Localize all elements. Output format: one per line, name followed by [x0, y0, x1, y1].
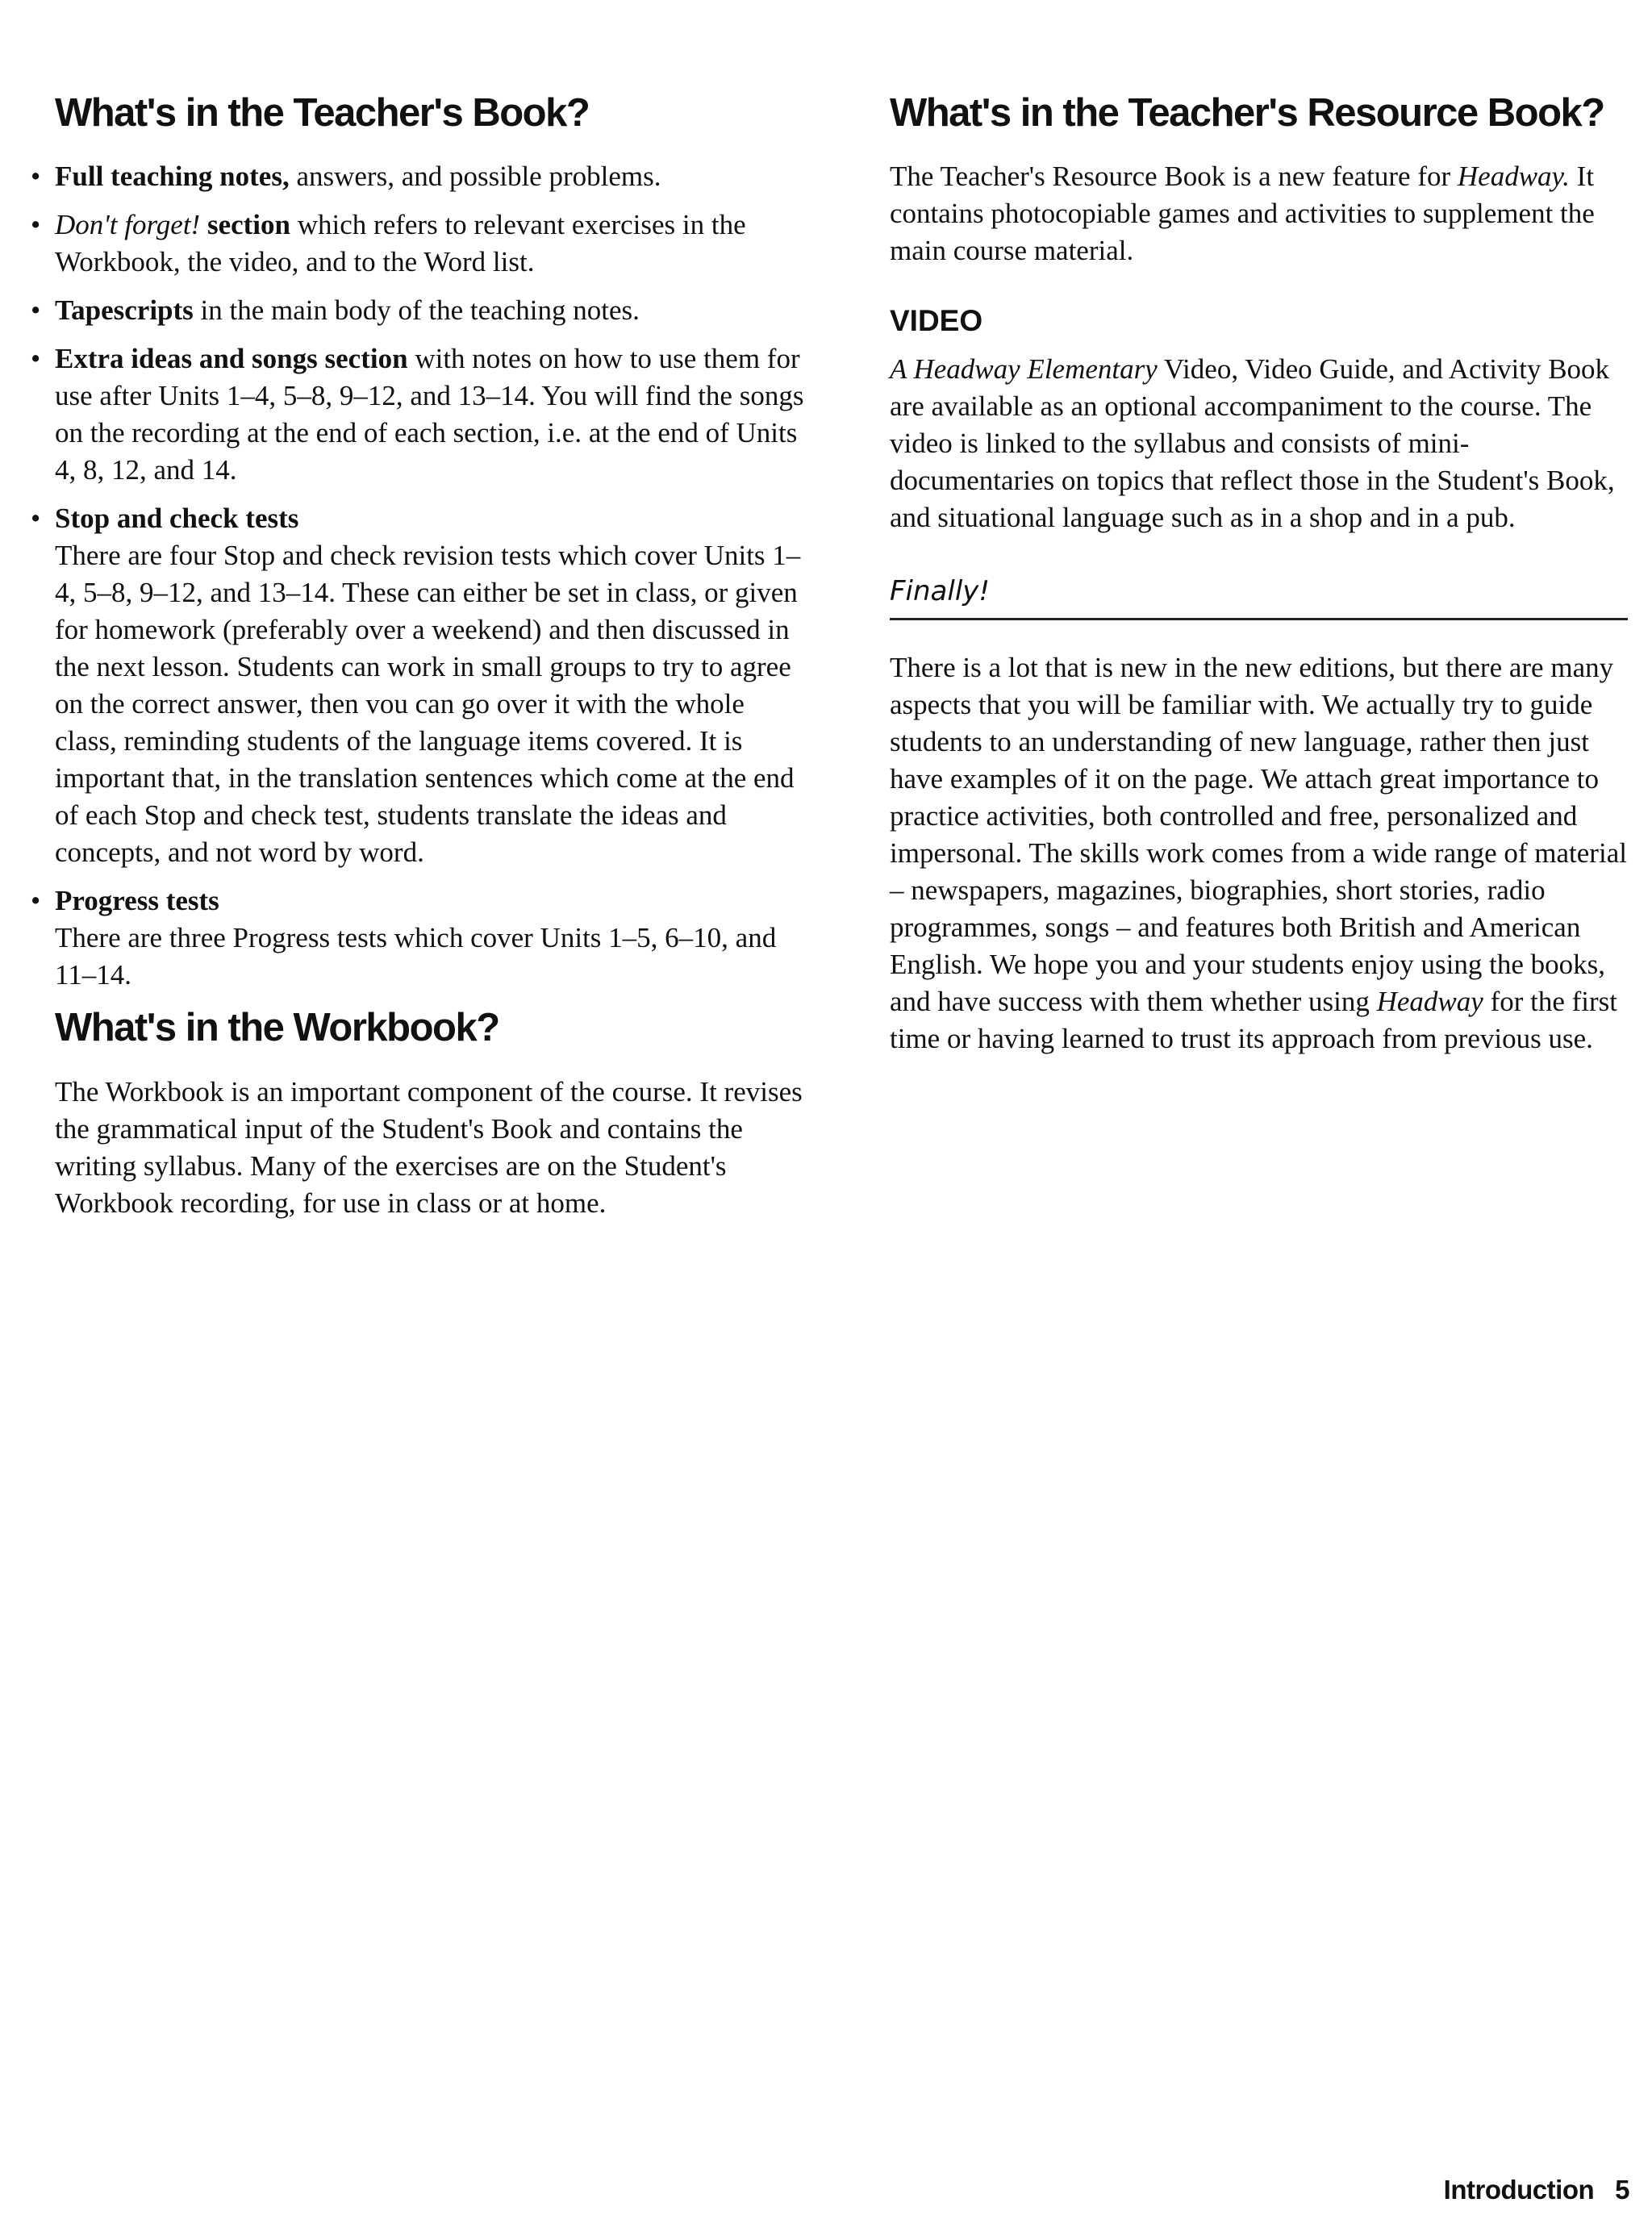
video-heading: VIDEO	[890, 304, 983, 338]
bullet-icon: •	[31, 161, 41, 193]
bullet-icon: •	[31, 294, 41, 327]
list-item: • Full teaching notes, answers, and possible problems.	[55, 158, 807, 195]
bullet-icon: •	[31, 209, 41, 241]
video-body: A Headway Elementary Video, Video Guide, and Activity Book are available as an optional accompaniment to the course. The video is linked to the syllabus and consists of mini-documentaries on topics that reflect those in the Student's Book, and situational language such as in a shop and in a pub.	[890, 353, 1615, 534]
bullet-icon: •	[31, 503, 41, 535]
list-item: • Stop and check tests There are four Stop and check revision tests which cover Units 1–4, 5–8, 9–12, and 13–14. These can either be set in class, or given for homework (preferably over a weekend) and then discussed in the next lesson. Students can work in small groups to try to agree on the correct answer, then vou can go over it with the whole class, reminding students of the language items covered. It is important that, in the translation sentences which come at the end of each Stop and check test, students translate the ideas and concepts, and not word by word.	[55, 500, 807, 871]
workbook-body: The Workbook is an important component of the course. It revises the grammatical input of the Student's Book and contains the writing syllabus. Many of the exercises are on the Student's Workbook recording, for use in class or at home.	[55, 1075, 803, 1219]
list-item: • Progress tests There are three Progress tests which cover Units 1–5, 6–10, and 11–14.	[55, 882, 807, 994]
finally-heading: Finally!	[890, 575, 991, 608]
teachers-book-heading: What's in the Teacher's Book?	[55, 91, 590, 135]
list-item: • Don't forget! section which refers to relevant exercises in the Workbook, the video, and to the Word list.	[55, 206, 807, 281]
right-column	[890, 90, 1628, 1057]
left-column	[31, 90, 807, 1222]
finally-divider	[890, 618, 1628, 620]
bullet-icon: •	[31, 885, 41, 917]
footer-section-label: Introduction	[1443, 2175, 1595, 2205]
teachers-book-list	[31, 158, 807, 994]
resource-book-heading: What's in the Teacher's Resource Book?	[890, 91, 1604, 135]
resource-book-body: The Teacher's Resource Book is a new feature for Headway. It contains photocopiable games and activities to supplement the main course material.	[890, 161, 1595, 267]
finally-section	[890, 575, 1628, 1057]
page-footer	[1444, 2175, 1629, 2205]
list-item: • Tapescripts in the main body of the teaching notes.	[55, 292, 807, 329]
list-item: • Extra ideas and songs section with notes on how to use them for use after Units 1–4, 5–8, 9–12, and 13–14. You will find the songs on the recording at the end of each section, i.e. at the end of Units 4, 8, 12, and 14.	[55, 340, 807, 489]
workbook-heading: What's in the Workbook?	[55, 1006, 499, 1050]
page-number: 5	[1615, 2175, 1629, 2205]
finally-body: There is a lot that is new in the new editions, but there are many aspects that you will be familiar with. We actually try to guide students to an understanding of new language, rather then just have examples of it on the page. We attach great importance to practice activities, both controlled and free, personalized and impersonal. The skills work comes from a wide range of material – newspapers, magazines, biographies, short stories, radio programmes, songs – and features both British and American English. We hope you and your students enjoy using the books, and have success with them whether using Headway for the first time or having learned to trust its approach from previous use.	[890, 651, 1627, 1054]
bullet-icon: •	[31, 343, 41, 375]
